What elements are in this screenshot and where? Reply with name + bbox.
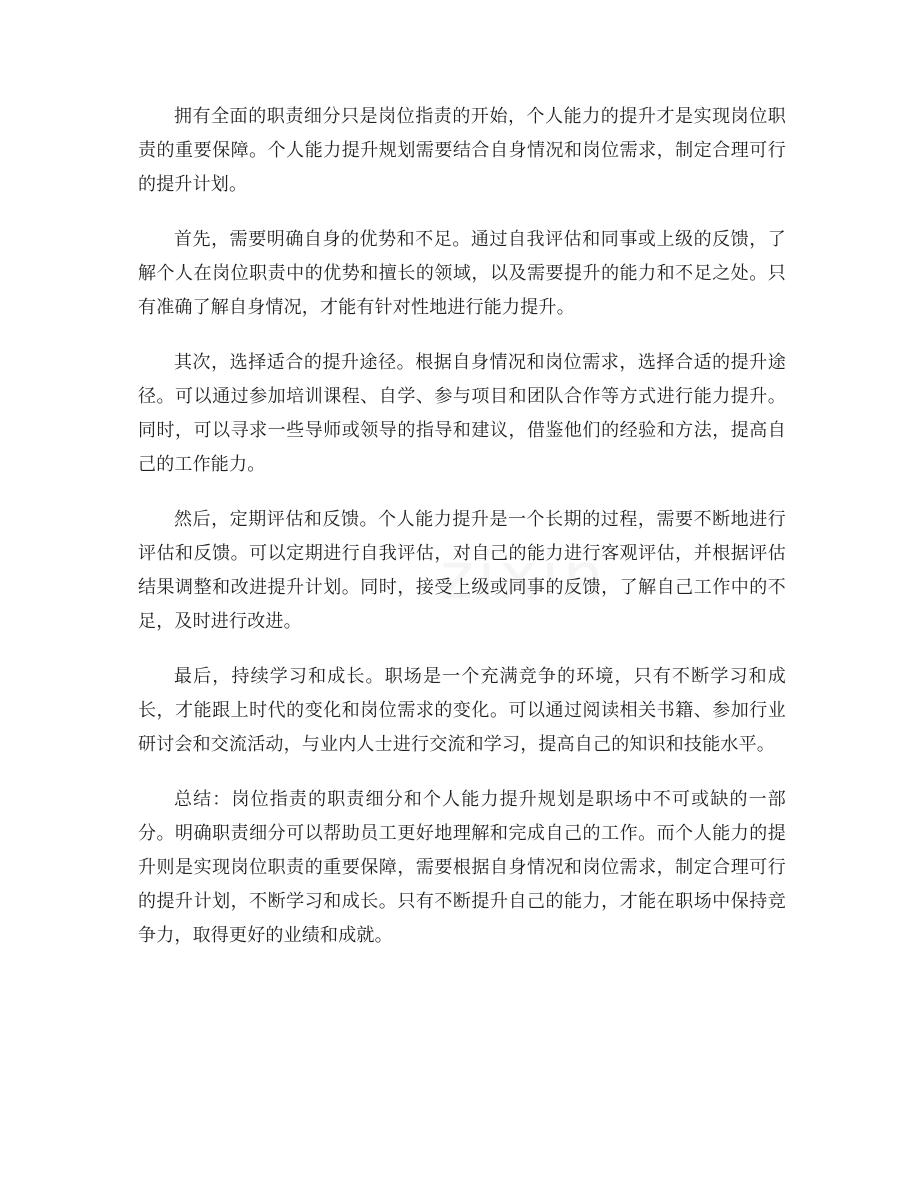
document-body: [138, 100, 786, 974]
paragraph-then: 然后，定期评估和反馈。个人能力提升是一个长期的过程，需要不断地进行评估和反馈。可以定期进行自我评估，对自己的能力进行客观评估，并根据评估结果调整和改进提升计划。同时，接受上级或同事的反馈，了解自己工作中的不足，及时进行改进。: [138, 509, 786, 632]
paragraph-intro: 拥有全面的职责细分只是岗位指责的开始，个人能力的提升才是实现岗位职责的重要保障。个人能力提升规划需要结合自身情况和岗位需求，制定合理可行的提升计划。: [138, 106, 786, 195]
paragraph-first: 首先，需要明确自身的优势和不足。通过自我评估和同事或上级的反馈，了解个人在岗位职责中的优势和擅长的领域，以及需要提升的能力和不足之处。只有准确了解自身情况，才能有针对性地进行能力提升。: [138, 229, 786, 318]
paragraph-finally: 最后，持续学习和成长。职场是一个充满竞争的环境，只有不断学习和成长，才能跟上时代的变化和岗位需求的变化。可以通过阅读相关书籍、参加行业研讨会和交流活动，与业内人士进行交流和学习，提高自己的知识和技能水平。: [138, 666, 786, 755]
paragraph-second: 其次，选择适合的提升途径。根据自身情况和岗位需求，选择合适的提升途径。可以通过参加培训课程、自学、参与项目和团队合作等方式进行能力提升。同时，可以寻求一些导师或领导的指导和建议，借鉴他们的经验和方法，提高自己的工作能力。: [138, 352, 786, 475]
paragraph-summary: 总结：岗位指责的职责细分和个人能力提升规划是职场中不可或缺的一部分。明确职责细分可以帮助员工更好地理解和完成自己的工作。而个人能力的提升则是实现岗位职责的重要保障，需要根据自身情况和岗位需求，制定合理可行的提升计划，不断学习和成长。只有不断提升自己的能力，才能在职场中保持竞争力，取得更好的业绩和成就。: [138, 789, 786, 946]
watermark: zixin: [440, 540, 608, 614]
